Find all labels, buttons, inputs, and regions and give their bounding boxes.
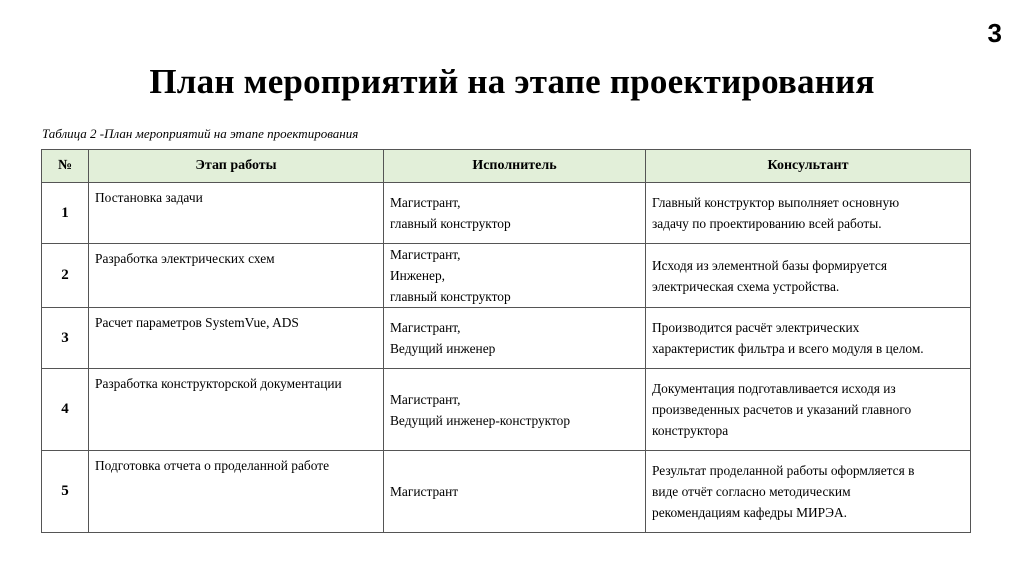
- table-row: [42, 369, 971, 451]
- row-stage: Постановка задачи: [89, 183, 384, 244]
- row-executor: Магистрант, Ведущий инженер: [384, 308, 646, 369]
- table-row: [42, 451, 971, 533]
- row-consultant: Производится расчёт электрических характеристик фильтра и всего модуля в целом.: [646, 308, 971, 369]
- table-row: [42, 308, 971, 369]
- row-number: 5: [42, 451, 89, 533]
- header-consultant: Консультант: [646, 150, 971, 183]
- row-stage: Разработка конструкторской документации: [89, 369, 384, 451]
- row-number: 3: [42, 308, 89, 369]
- row-executor: Магистрант, главный конструктор: [384, 183, 646, 244]
- row-stage: Расчет параметров SystemVue, ADS: [89, 308, 384, 369]
- table-row: [42, 183, 971, 244]
- header-number: №: [42, 150, 89, 183]
- row-stage: Разработка электрических схем: [89, 244, 384, 308]
- plan-table: [41, 149, 971, 533]
- row-executor: Магистрант: [384, 451, 646, 533]
- row-consultant: Результат проделанной работы оформляется в виде отчёт согласно методическим рекомендациям кафедры МИРЭА.: [646, 451, 971, 533]
- row-stage: Подготовка отчета о проделанной работе: [89, 451, 384, 533]
- row-consultant: Исходя из элементной базы формируется электрическая схема устройства.: [646, 244, 971, 308]
- row-consultant: Документация подготавливается исходя из произведенных расчетов и указаний главного конструктора: [646, 369, 971, 451]
- row-executor: Магистрант, Ведущий инженер-конструктор: [384, 369, 646, 451]
- row-executor: Магистрант, Инженер, главный конструктор: [384, 244, 646, 308]
- table-row: [42, 244, 971, 308]
- row-number: 4: [42, 369, 89, 451]
- page-title: План мероприятий на этапе проектирования: [149, 62, 875, 101]
- row-number: 2: [42, 244, 89, 308]
- header-stage: Этап работы: [89, 150, 384, 183]
- page-number: 3: [987, 18, 1002, 48]
- table-header-row: [42, 150, 971, 183]
- header-executor: Исполнитель: [384, 150, 646, 183]
- row-number: 1: [42, 183, 89, 244]
- table-caption: Таблица 2 -План мероприятий на этапе проектирования: [42, 126, 359, 141]
- row-consultant: Главный конструктор выполняет основную задачу по проектированию всей работы.: [646, 183, 971, 244]
